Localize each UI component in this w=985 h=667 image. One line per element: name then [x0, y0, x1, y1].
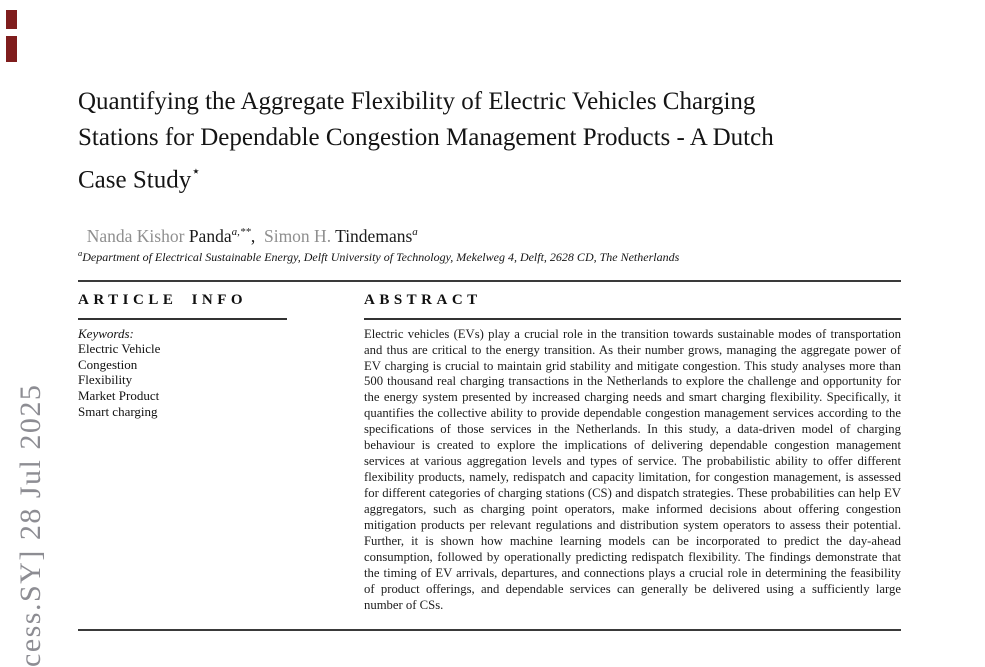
- keyword-item: Smart charging: [78, 403, 158, 419]
- affiliation: [78, 248, 838, 265]
- stamp-mark-top: [6, 10, 17, 29]
- author-1-affiliation-marker: a,**: [231, 226, 251, 239]
- author-2-affiliation-marker: a: [412, 226, 418, 239]
- article-info-section: [78, 292, 287, 419]
- author-separator: ,: [250, 226, 264, 246]
- author-2-given-name: Simon H.: [263, 226, 336, 246]
- abstract-text: Electric vehicles (EVs) play a crucial role in the transition towards sustainable modes of transportation and thus are critical to the energy transition. As their number grows, managing the aggregate power of EV charging is crucial to maintain grid stability and mitigate congestion. This study analyses more than 500 thousand real charging transactions in the Netherlands to explore the challenge and opportunity for the energy system presented by increased charging needs and smart charging flexibility. Specifically, it quantifies the collective ability to provide dependable congestion management services according to the specifications of those services in the Netherlands. In this study, a data-driven model of charging behaviour is created to explore the implications of delivering dependable congestion management services at various aggregation levels and types of service. The probabilistic ability to offer different flexibility products, namely, redispatch and capacity limitation, for congestion management, is assessed for different categories of charging stations (CS) and dispatch strategies. These probabilities can help EV aggregators, such as charging point operators, make informed decisions about offering congestion mitigation products per relevant regulations and distribution system operators to assess their potential. Further, it is shown how machine learning models can be incorporated to predict the day-ahead consumption, followed by operationally predicting redispatch flexibility. The findings demonstrate that the timing of EV arrivals, departures, and connections plays a crucial role in determining the feasibility of product offerings, and dependable services can generally be delivered using a sufficiently large number of CSs.: [364, 326, 901, 612]
- title-footnote-star: ⋆: [191, 164, 201, 180]
- keywords-block: [78, 326, 287, 420]
- keywords-label: Keywords:: [78, 325, 134, 341]
- author-2-surname: Tindemans: [335, 226, 413, 246]
- affiliation-marker: a: [78, 248, 83, 258]
- arxiv-watermark: cess.SY] 28 Jul 2025: [14, 383, 47, 667]
- header-divider: [78, 280, 901, 282]
- keyword-item: Market Product: [78, 387, 160, 403]
- author-1-given-name: Nanda Kishor: [86, 226, 189, 246]
- author-list: [78, 205, 778, 247]
- paper-title-line-2: Stations for Dependable Congestion Management Products - A Dutch: [78, 124, 774, 151]
- article-info-heading-rule: [78, 318, 287, 320]
- paper-title-line-3: Case Study⋆: [78, 164, 201, 194]
- paper-title: [78, 84, 908, 198]
- keyword-item: Electric Vehicle: [78, 341, 161, 357]
- paper-title-line-1: Quantifying the Aggregate Flexibility of Electric Vehicles Charging: [78, 88, 756, 115]
- affiliation-text: Department of Electrical Sustainable Energy, Delft University of Technology, Mekelweg 4, Delft, 2628 CD, The Netherlands: [82, 250, 680, 264]
- article-info-heading: ARTICLE INFO: [78, 292, 248, 308]
- stamp-mark-bottom: [6, 36, 17, 62]
- footer-divider: [78, 629, 901, 631]
- abstract-section: [364, 292, 901, 614]
- abstract-heading-rule: [364, 318, 901, 320]
- keyword-item: Flexibility: [78, 372, 133, 388]
- abstract-heading: ABSTRACT: [364, 292, 482, 308]
- keyword-item: Congestion: [78, 356, 138, 372]
- author-1-surname: Panda: [188, 226, 232, 246]
